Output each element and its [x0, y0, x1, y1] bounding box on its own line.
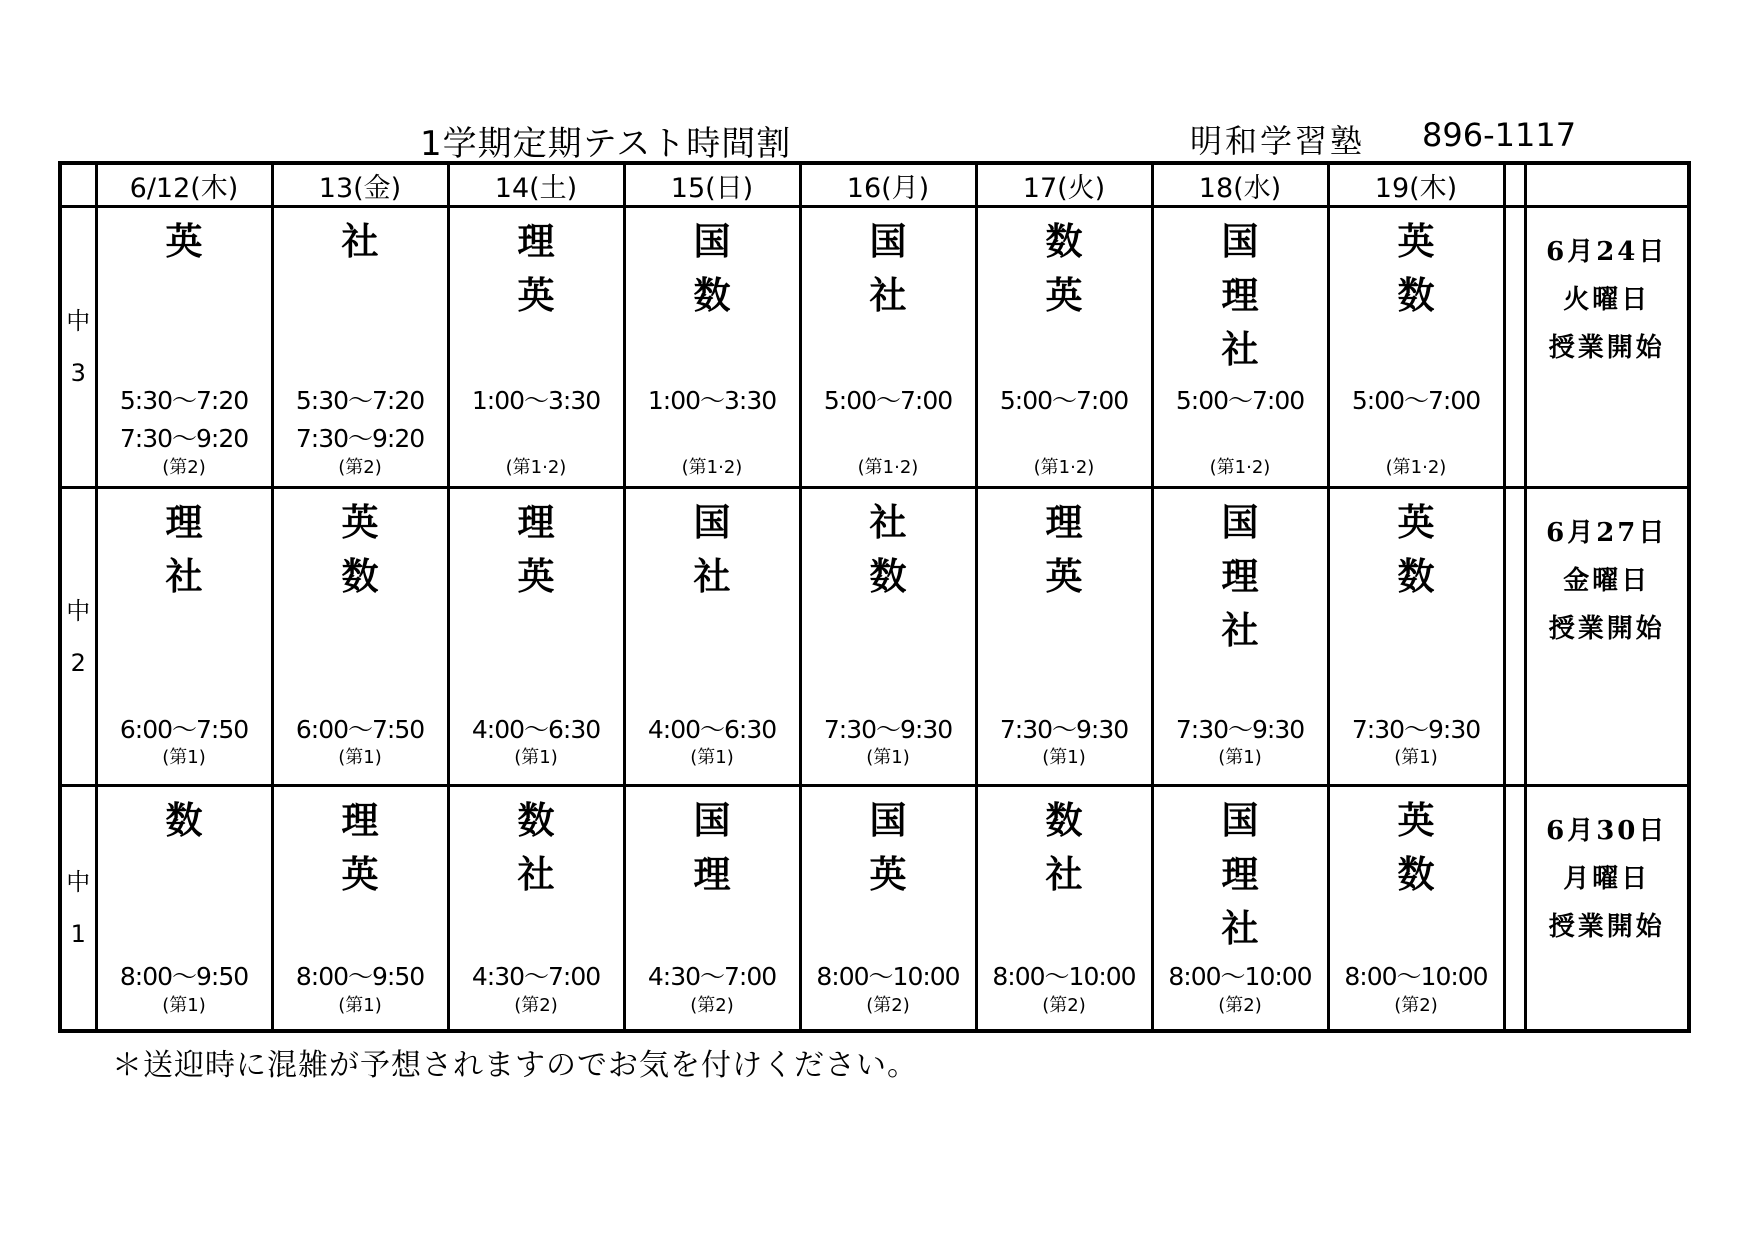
subject-label: 英	[341, 500, 379, 544]
subject-list	[626, 495, 799, 603]
time-range: 7:30〜9:30	[1175, 715, 1305, 744]
subject-label: 国	[693, 500, 731, 544]
class-start-line: 金曜日	[1563, 566, 1651, 596]
subject-label: 数	[869, 554, 907, 598]
subject-list	[98, 495, 271, 603]
exam-cell	[1328, 488, 1504, 786]
time-list	[98, 382, 271, 458]
date-header: 17(火)	[976, 163, 1152, 207]
subject-list	[274, 214, 447, 268]
grade-label-char: 1	[70, 920, 86, 948]
session-label: (第1)	[162, 747, 206, 768]
time-range: 4:30〜7:00	[647, 962, 777, 991]
grade-label	[60, 786, 96, 1032]
time-list	[626, 958, 799, 996]
time-list	[626, 711, 799, 749]
exam-cell	[1152, 786, 1328, 1032]
subject-list	[802, 793, 975, 901]
session-label: (第2)	[338, 457, 382, 478]
time-list	[802, 958, 975, 996]
class-start-line: 授業開始	[1548, 614, 1665, 644]
exam-cell	[1328, 207, 1504, 488]
session-label: (第1)	[338, 995, 382, 1016]
subject-label: 国	[869, 798, 907, 842]
time-range: 1:00〜3:30	[647, 386, 777, 415]
time-range: 8:00〜10:00	[1344, 962, 1488, 991]
subject-label: 英	[869, 852, 907, 896]
exam-cell	[272, 786, 448, 1032]
pickup-note: ＊送迎時に混雑が予想されますのでお気を付けください。	[112, 1048, 918, 1083]
session-label: (第2)	[1042, 995, 1086, 1016]
exam-cell	[800, 207, 976, 488]
time-list	[978, 711, 1151, 749]
time-range: 5:30〜7:20	[119, 386, 249, 415]
time-range: 5:00〜7:00	[823, 386, 953, 415]
time-list	[1154, 958, 1327, 996]
subject-label: 英	[1397, 219, 1435, 263]
time-range: 4:00〜6:30	[471, 715, 601, 744]
class-start-line: 6月30日	[1546, 816, 1668, 846]
time-list	[978, 958, 1151, 996]
grade-label-char: 3	[70, 359, 86, 387]
subject-label: 社	[165, 554, 203, 598]
time-range: 8:00〜9:50	[119, 962, 249, 991]
subject-label: 理	[1221, 273, 1259, 317]
grade-label-char: 中	[66, 307, 91, 335]
time-range: 6:00〜7:50	[295, 715, 425, 744]
time-list	[450, 711, 623, 749]
session-label: (第1)	[866, 747, 910, 768]
subject-label: 理	[1045, 500, 1083, 544]
corner-cell	[60, 163, 96, 207]
exam-cell	[448, 207, 624, 488]
phone-number: 896-1117	[1422, 116, 1577, 154]
session-label: (第1)	[1042, 747, 1086, 768]
session-label: (第1·2)	[857, 457, 919, 478]
exam-cell	[1328, 786, 1504, 1032]
session-label: (第1)	[514, 747, 558, 768]
subject-label: 社	[517, 852, 555, 896]
class-start-line: 授業開始	[1548, 912, 1665, 942]
spacer-cell	[1504, 488, 1525, 786]
subject-label: 数	[1045, 798, 1083, 842]
subject-list	[98, 793, 271, 847]
class-start-line: 6月27日	[1546, 518, 1668, 548]
school-name: 明和学習塾	[1190, 122, 1366, 160]
subject-label: 数	[1397, 554, 1435, 598]
exam-cell	[272, 207, 448, 488]
session-label: (第1)	[162, 995, 206, 1016]
subject-list	[1330, 214, 1503, 322]
date-header: 14(土)	[448, 163, 624, 207]
spacer-cell	[1504, 163, 1525, 207]
exam-cell	[624, 488, 800, 786]
subject-label: 理	[517, 500, 555, 544]
subject-list	[802, 495, 975, 603]
class-start-line: 月曜日	[1563, 864, 1651, 894]
grade-label-char: 中	[66, 868, 91, 896]
subject-label: 社	[1221, 906, 1259, 950]
subject-label: 数	[517, 798, 555, 842]
subject-label: 英	[517, 554, 555, 598]
subject-list	[98, 214, 271, 268]
time-list	[98, 958, 271, 996]
time-list	[274, 382, 447, 458]
session-label: (第1·2)	[681, 457, 743, 478]
subject-label: 国	[693, 219, 731, 263]
spacer-cell	[1504, 786, 1525, 1032]
time-list	[802, 382, 975, 420]
date-header: 18(水)	[1152, 163, 1328, 207]
time-list	[1154, 711, 1327, 749]
subject-list	[626, 793, 799, 901]
time-range: 7:30〜9:20	[295, 424, 425, 453]
time-range: 4:00〜6:30	[647, 715, 777, 744]
time-list	[450, 382, 623, 420]
subject-list	[274, 793, 447, 901]
subject-label: 社	[693, 554, 731, 598]
grade-row-3	[60, 207, 1689, 488]
time-list	[802, 711, 975, 749]
subject-label: 英	[1045, 554, 1083, 598]
session-label: (第1)	[1394, 747, 1438, 768]
class-start-line: 火曜日	[1563, 285, 1651, 315]
subject-label: 社	[341, 219, 379, 263]
session-label: (第1)	[338, 747, 382, 768]
subject-label: 英	[1397, 798, 1435, 842]
subject-list	[802, 214, 975, 322]
time-range: 5:00〜7:00	[999, 386, 1129, 415]
date-header: 19(木)	[1328, 163, 1504, 207]
class-start-line: 授業開始	[1548, 333, 1665, 363]
date-header: 6/12(木)	[96, 163, 272, 207]
subject-label: 英	[341, 852, 379, 896]
time-list	[1330, 382, 1503, 420]
session-label: (第1·2)	[1385, 457, 1447, 478]
time-list	[274, 958, 447, 996]
session-label: (第1·2)	[1033, 457, 1095, 478]
subject-label: 国	[693, 798, 731, 842]
time-list	[1330, 711, 1503, 749]
date-header: 15(日)	[624, 163, 800, 207]
session-label: (第1)	[1218, 747, 1262, 768]
exam-cell	[96, 207, 272, 488]
session-label: (第2)	[1394, 995, 1438, 1016]
time-range: 7:30〜9:30	[1351, 715, 1481, 744]
session-label: (第1·2)	[1209, 457, 1271, 478]
subject-label: 社	[869, 500, 907, 544]
exam-cell	[272, 488, 448, 786]
session-label: (第1)	[690, 747, 734, 768]
info-header	[1525, 163, 1689, 207]
time-list	[1330, 958, 1503, 996]
subject-list	[1154, 793, 1327, 955]
time-range: 4:30〜7:00	[471, 962, 601, 991]
exam-cell	[976, 488, 1152, 786]
grade-label	[60, 207, 96, 488]
subject-list	[978, 214, 1151, 322]
class-start-info	[1525, 207, 1689, 488]
time-list	[626, 382, 799, 420]
subject-label: 英	[1045, 273, 1083, 317]
subject-list	[450, 793, 623, 901]
subject-list	[450, 214, 623, 322]
exam-cell	[96, 488, 272, 786]
time-range: 5:00〜7:00	[1175, 386, 1305, 415]
subject-label: 理	[1221, 554, 1259, 598]
exam-cell	[1152, 207, 1328, 488]
subject-label: 数	[165, 798, 203, 842]
exam-cell	[624, 207, 800, 488]
session-label: (第2)	[1218, 995, 1262, 1016]
time-range: 8:00〜10:00	[992, 962, 1136, 991]
time-list	[274, 711, 447, 749]
exam-cell	[976, 786, 1152, 1032]
class-start-info	[1525, 786, 1689, 1032]
time-range: 7:30〜9:20	[119, 424, 249, 453]
subject-label: 数	[1045, 219, 1083, 263]
subject-label: 社	[1045, 852, 1083, 896]
exam-cell	[448, 488, 624, 786]
exam-cell	[448, 786, 624, 1032]
class-start-line: 6月24日	[1546, 237, 1668, 267]
subject-label: 国	[1221, 219, 1259, 263]
timetable	[58, 161, 1691, 1033]
grade-row-2	[60, 488, 1689, 786]
grade-label-char: 2	[70, 648, 86, 677]
page-title: 1学期定期テスト時間割	[420, 124, 792, 164]
subject-label: 英	[165, 219, 203, 263]
subject-label: 社	[869, 273, 907, 317]
session-label: (第2)	[162, 457, 206, 478]
date-header: 16(月)	[800, 163, 976, 207]
spacer-cell	[1504, 207, 1525, 488]
subject-label: 理	[1221, 852, 1259, 896]
exam-cell	[1152, 488, 1328, 786]
subject-list	[1154, 495, 1327, 657]
time-range: 6:00〜7:50	[119, 715, 249, 744]
subject-label: 理	[693, 852, 731, 896]
subject-label: 理	[517, 219, 555, 263]
session-label: (第1·2)	[505, 457, 567, 478]
subject-label: 社	[1221, 608, 1259, 652]
time-range: 8:00〜10:00	[1168, 962, 1312, 991]
time-range: 8:00〜9:50	[295, 962, 425, 991]
time-list	[98, 711, 271, 749]
time-range: 5:00〜7:00	[1351, 386, 1481, 415]
time-range: 1:00〜3:30	[471, 386, 601, 415]
subject-label: 英	[517, 273, 555, 317]
subject-label: 数	[1397, 273, 1435, 317]
subject-label: 数	[693, 273, 731, 317]
subject-label: 数	[1397, 852, 1435, 896]
subject-label: 国	[1221, 500, 1259, 544]
time-range: 8:00〜10:00	[816, 962, 960, 991]
time-range: 5:30〜7:20	[295, 386, 425, 415]
subject-list	[626, 214, 799, 322]
date-header-row	[60, 163, 1689, 207]
subject-label: 理	[165, 500, 203, 544]
grade-row-1	[60, 786, 1689, 1032]
subject-list	[274, 495, 447, 603]
session-label: (第2)	[690, 995, 734, 1016]
subject-label: 理	[341, 798, 379, 842]
date-header: 13(金)	[272, 163, 448, 207]
grade-label	[60, 488, 96, 786]
subject-label: 英	[1397, 500, 1435, 544]
session-label: (第2)	[514, 995, 558, 1016]
time-range: 7:30〜9:30	[999, 715, 1129, 744]
session-label: (第2)	[866, 995, 910, 1016]
subject-label: 社	[1221, 327, 1259, 371]
time-list	[978, 382, 1151, 420]
subject-list	[1330, 793, 1503, 901]
exam-cell	[624, 786, 800, 1032]
exam-cell	[800, 786, 976, 1032]
subject-list	[1330, 495, 1503, 603]
time-list	[450, 958, 623, 996]
subject-label: 国	[1221, 798, 1259, 842]
grade-label-char: 中	[66, 596, 91, 625]
exam-cell	[800, 488, 976, 786]
subject-label: 国	[869, 219, 907, 263]
subject-label: 数	[341, 554, 379, 598]
subject-list	[978, 793, 1151, 901]
exam-cell	[976, 207, 1152, 488]
subject-list	[1154, 214, 1327, 376]
time-list	[1154, 382, 1327, 420]
class-start-info	[1525, 488, 1689, 786]
subject-list	[450, 495, 623, 603]
time-range: 7:30〜9:30	[823, 715, 953, 744]
exam-cell	[96, 786, 272, 1032]
subject-list	[978, 495, 1151, 603]
